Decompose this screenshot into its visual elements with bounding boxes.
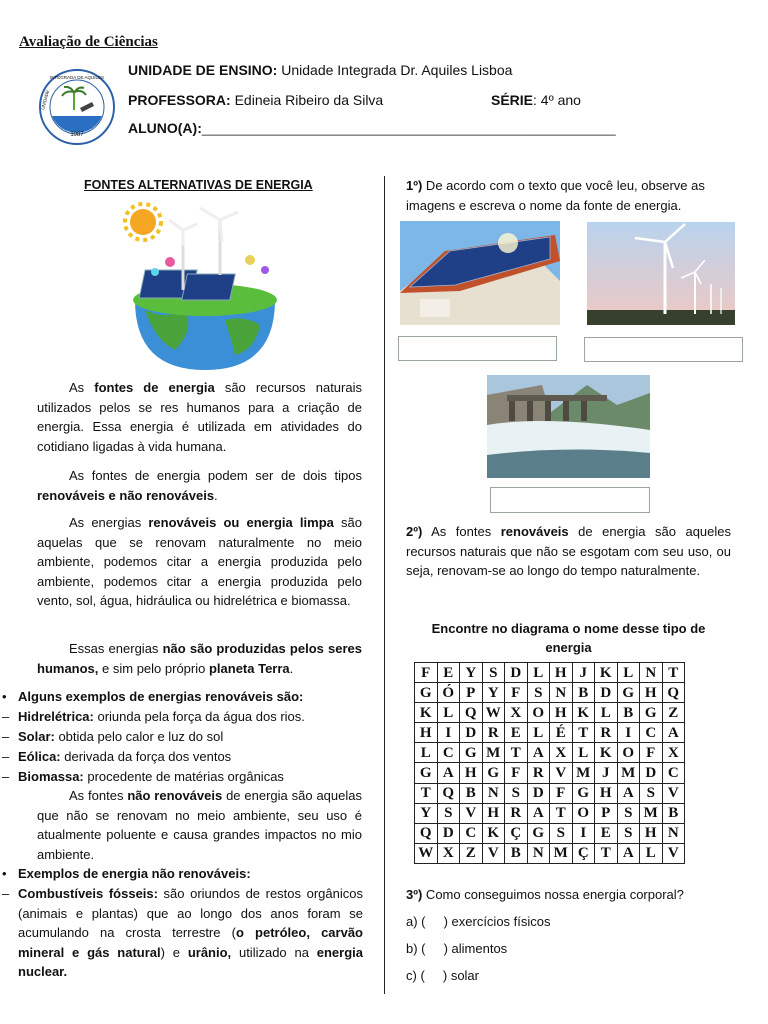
grid-cell[interactable]: V	[550, 763, 573, 783]
grid-cell[interactable]: F	[505, 683, 528, 703]
earth-energy-illustration	[115, 200, 295, 372]
grid-row	[415, 663, 685, 683]
grid-cell[interactable]: Z	[460, 843, 483, 863]
serie-line	[491, 92, 581, 108]
grid-row	[415, 763, 685, 783]
unidade-label: UNIDADE DE ENSINO:	[128, 62, 278, 78]
grid-cell[interactable]: I	[572, 823, 595, 843]
grid-cell[interactable]: W	[482, 703, 505, 723]
grid-cell[interactable]: S	[505, 783, 528, 803]
grid-cell[interactable]: Q	[415, 823, 438, 843]
grid-cell[interactable]: M	[617, 763, 640, 783]
grid-cell[interactable]: T	[415, 783, 438, 803]
professora-value: Edineia Ribeiro da Silva	[234, 92, 384, 108]
grid-cell[interactable]: S	[482, 663, 505, 683]
grid-cell[interactable]: N	[527, 843, 550, 863]
grid-row	[415, 743, 685, 763]
grid-cell[interactable]: D	[527, 783, 550, 803]
grid-cell[interactable]: Ç	[572, 843, 595, 863]
grid-cell[interactable]: A	[527, 743, 550, 763]
grid-cell[interactable]: Q	[662, 683, 685, 703]
paragraph-4: Essas energias não são produzidas pelos seres humanos, e sim pelo próprio planeta Terra.	[37, 641, 362, 676]
grid-cell[interactable]: G	[617, 683, 640, 703]
grid-cell[interactable]: H	[640, 823, 663, 843]
grid-cell[interactable]: S	[437, 803, 460, 823]
professora-label: PROFESSORA:	[128, 92, 231, 108]
grid-cell[interactable]: L	[595, 703, 618, 723]
grid-cell[interactable]: K	[572, 703, 595, 723]
hydroelectric-dam-image	[487, 375, 650, 478]
renewables-heading: • Alguns exemplos de energias renováveis são:	[2, 689, 304, 704]
grid-row	[415, 823, 685, 843]
grid-cell[interactable]: H	[595, 783, 618, 803]
grid-cell[interactable]: Y	[460, 663, 483, 683]
grid-cell[interactable]: Y	[415, 803, 438, 823]
grid-cell[interactable]: C	[437, 743, 460, 763]
grid-cell[interactable]: Z	[662, 703, 685, 723]
grid-cell[interactable]: D	[505, 663, 528, 683]
grid-cell[interactable]: R	[527, 763, 550, 783]
left-heading: FONTES ALTERNATIVAS DE ENERGIA	[84, 178, 313, 192]
grid-cell[interactable]: X	[437, 843, 460, 863]
grid-cell[interactable]: A	[527, 803, 550, 823]
professora-line	[128, 92, 383, 108]
word-search-title: Encontre no diagrama o nome desse tipo de energia	[431, 621, 706, 655]
grid-cell[interactable]: O	[572, 803, 595, 823]
grid-cell[interactable]: B	[505, 843, 528, 863]
grid-cell[interactable]: N	[550, 683, 573, 703]
list-item: – Biomassa: procedente de matérias orgânicas	[2, 769, 284, 784]
logo-year: 1987	[70, 132, 84, 138]
grid-cell[interactable]: F	[550, 783, 573, 803]
grid-cell[interactable]: H	[550, 663, 573, 683]
grid-cell[interactable]: N	[640, 663, 663, 683]
solar-house-image	[400, 221, 560, 325]
grid-cell[interactable]: L	[527, 663, 550, 683]
grid-cell[interactable]: I	[617, 723, 640, 743]
option-c[interactable]: c) ( ) solar	[406, 968, 479, 983]
grid-cell[interactable]: R	[595, 723, 618, 743]
grid-cell[interactable]: G	[572, 783, 595, 803]
grid-cell[interactable]: C	[640, 723, 663, 743]
grid-cell[interactable]: S	[550, 823, 573, 843]
grid-cell[interactable]: P	[460, 683, 483, 703]
grid-cell[interactable]: N	[662, 823, 685, 843]
answer-box-solar[interactable]	[398, 336, 557, 361]
exam-title: Avaliação de Ciências	[19, 34, 158, 50]
grid-cell[interactable]: D	[640, 763, 663, 783]
grid-row	[415, 683, 685, 703]
grid-cell[interactable]: A	[617, 783, 640, 803]
grid-cell[interactable]: G	[460, 743, 483, 763]
grid-cell[interactable]: B	[460, 783, 483, 803]
grid-cell[interactable]: X	[550, 743, 573, 763]
grid-cell[interactable]: K	[415, 703, 438, 723]
column-divider	[384, 176, 385, 994]
grid-cell[interactable]: T	[595, 843, 618, 863]
grid-cell[interactable]: L	[437, 703, 460, 723]
list-item: – Solar: obtida pelo calor e luz do sol	[2, 729, 224, 744]
grid-cell[interactable]: R	[505, 803, 528, 823]
question-1: 1º) De acordo com o texto que você leu, observe as imagens e escreva o nome da fonte de energia.	[406, 178, 705, 213]
answer-box-wind[interactable]	[584, 337, 743, 362]
grid-cell[interactable]: M	[572, 763, 595, 783]
grid-cell[interactable]: A	[617, 843, 640, 863]
grid-cell[interactable]: B	[617, 703, 640, 723]
paragraph-2: As fontes de energia podem ser de dois tipos renováveis e não renováveis.	[37, 468, 362, 503]
grid-cell[interactable]: E	[505, 723, 528, 743]
unidade-line	[128, 62, 512, 78]
grid-cell[interactable]: L	[572, 743, 595, 763]
grid-cell[interactable]: T	[572, 723, 595, 743]
grid-row	[415, 783, 685, 803]
list-item: – Eólica: derivada da força dos ventos	[2, 749, 232, 764]
nonrenewables-heading: • Exemplos de energia não renováveis:	[2, 866, 251, 881]
grid-cell[interactable]: H	[460, 763, 483, 783]
grid-cell[interactable]: V	[460, 803, 483, 823]
option-a[interactable]: a) ( ) exercícios físicos	[406, 914, 551, 929]
grid-cell[interactable]: T	[662, 663, 685, 683]
grid-cell[interactable]: Q	[437, 783, 460, 803]
serie-label: SÉRIE	[491, 92, 534, 108]
grid-cell[interactable]: V	[662, 843, 685, 863]
unidade-value: Unidade Integrada Dr. Aquiles Lisboa	[281, 62, 513, 78]
grid-cell[interactable]: A	[437, 763, 460, 783]
serie-value: : 4º ano	[533, 92, 581, 108]
grid-cell[interactable]: M	[482, 743, 505, 763]
grid-row	[415, 843, 685, 863]
grid-cell[interactable]: C	[460, 823, 483, 843]
grid-cell[interactable]: D	[460, 723, 483, 743]
grid-row	[415, 703, 685, 723]
grid-cell[interactable]: B	[572, 683, 595, 703]
list-item: – Hidrelétrica: oriunda pela força da água dos rios.	[2, 709, 305, 724]
grid-cell[interactable]: Y	[482, 683, 505, 703]
grid-cell[interactable]: S	[617, 803, 640, 823]
aluno-blank[interactable]: ______________________________________________________________	[201, 122, 616, 136]
grid-cell[interactable]: F	[640, 743, 663, 763]
paragraph-5: As fontes não renováveis de energia são aquelas que não se renovam no meio ambiente, seu uso é atualmente poluente e causa grandes impactos no mio ambiente.	[37, 788, 362, 862]
fossil-fuels-item: – Combustíveis fósseis: são oriundos de restos orgânicos (animais e plantas) que ao longo dos anos foram se acumulando na crosta terrestre (o petróleo, carvão mineral e gás natural) e urânio, utilizado na energia nuclear.	[2, 886, 363, 980]
grid-cell[interactable]: O	[527, 703, 550, 723]
grid-cell[interactable]: B	[662, 803, 685, 823]
grid-cell[interactable]: C	[662, 763, 685, 783]
question-2: 2º) As fontes renováveis de energia são aqueles recursos naturais que não se esgotam com seu uso, ou seja, renovam-se ao longo do tempo naturalmente.	[406, 524, 732, 579]
grid-cell[interactable]: X	[662, 743, 685, 763]
grid-cell[interactable]: I	[437, 723, 460, 743]
grid-cell[interactable]: M	[550, 843, 573, 863]
grid-cell[interactable]: V	[662, 783, 685, 803]
grid-cell[interactable]: H	[415, 723, 438, 743]
grid-cell[interactable]: O	[617, 743, 640, 763]
grid-cell[interactable]: T	[550, 803, 573, 823]
grid-cell[interactable]: Ç	[505, 823, 528, 843]
logo-side-text: UNIDADE	[40, 89, 51, 111]
grid-cell[interactable]: K	[482, 823, 505, 843]
grid-cell[interactable]: E	[595, 823, 618, 843]
option-b[interactable]: b) ( ) alimentos	[406, 941, 508, 956]
grid-cell[interactable]: M	[640, 803, 663, 823]
grid-row	[415, 803, 685, 823]
paragraph-3: As energias renováveis ou energia limpa são aquelas que se renovam naturalmente no meio ambiente, podemos citar a energia produzida pelo ambiente, podemos citar a energia produzida pelo vento, sol, água, hidráulica ou hidrelétrica e biomassa.	[37, 515, 362, 609]
word-search-grid	[414, 662, 685, 864]
grid-cell[interactable]: L	[527, 723, 550, 743]
grid-cell[interactable]: K	[595, 743, 618, 763]
grid-cell[interactable]: S	[617, 823, 640, 843]
grid-cell[interactable]: Q	[460, 703, 483, 723]
grid-cell[interactable]: A	[662, 723, 685, 743]
grid-cell[interactable]: L	[617, 663, 640, 683]
question-3: 3º) Como conseguimos nossa energia corporal?	[406, 887, 684, 902]
paragraph-1: As fontes de energia são recursos naturais utilizados pelos se res humanos para a criação de energia. Essa energia é utilizada em atividades do cotidiano ligadas à vida humana.	[37, 380, 362, 454]
grid-cell[interactable]: S	[640, 783, 663, 803]
grid-cell[interactable]: T	[505, 743, 528, 763]
grid-cell[interactable]: D	[595, 683, 618, 703]
logo-top-text: INTEGRADA DE AQUILES	[49, 75, 105, 80]
grid-cell[interactable]: J	[572, 663, 595, 683]
grid-cell[interactable]: F	[505, 763, 528, 783]
grid-cell[interactable]: Ó	[437, 683, 460, 703]
grid-cell[interactable]: H	[550, 703, 573, 723]
answer-box-hydro[interactable]	[490, 487, 650, 513]
grid-cell[interactable]: J	[595, 763, 618, 783]
grid-cell[interactable]: L	[415, 743, 438, 763]
aluno-line[interactable]	[128, 120, 616, 136]
grid-cell[interactable]: F	[415, 663, 438, 683]
grid-cell[interactable]: É	[550, 723, 573, 743]
grid-cell[interactable]: H	[640, 683, 663, 703]
grid-cell[interactable]: D	[437, 823, 460, 843]
grid-cell[interactable]: V	[482, 843, 505, 863]
grid-row	[415, 723, 685, 743]
wind-turbines-image	[587, 222, 735, 325]
school-logo	[38, 68, 116, 146]
grid-cell[interactable]: E	[437, 663, 460, 683]
grid-cell[interactable]: G	[640, 703, 663, 723]
grid-cell[interactable]: G	[482, 763, 505, 783]
grid-cell[interactable]: X	[505, 703, 528, 723]
grid-cell[interactable]: K	[595, 663, 618, 683]
grid-cell[interactable]: G	[415, 763, 438, 783]
grid-cell[interactable]: L	[640, 843, 663, 863]
grid-cell[interactable]: G	[527, 823, 550, 843]
grid-cell[interactable]: N	[482, 783, 505, 803]
grid-cell[interactable]: G	[415, 683, 438, 703]
grid-cell[interactable]: R	[482, 723, 505, 743]
grid-cell[interactable]: S	[527, 683, 550, 703]
aluno-label: ALUNO(A):	[128, 120, 202, 136]
grid-cell[interactable]: H	[482, 803, 505, 823]
grid-cell[interactable]: W	[415, 843, 438, 863]
grid-cell[interactable]: P	[595, 803, 618, 823]
